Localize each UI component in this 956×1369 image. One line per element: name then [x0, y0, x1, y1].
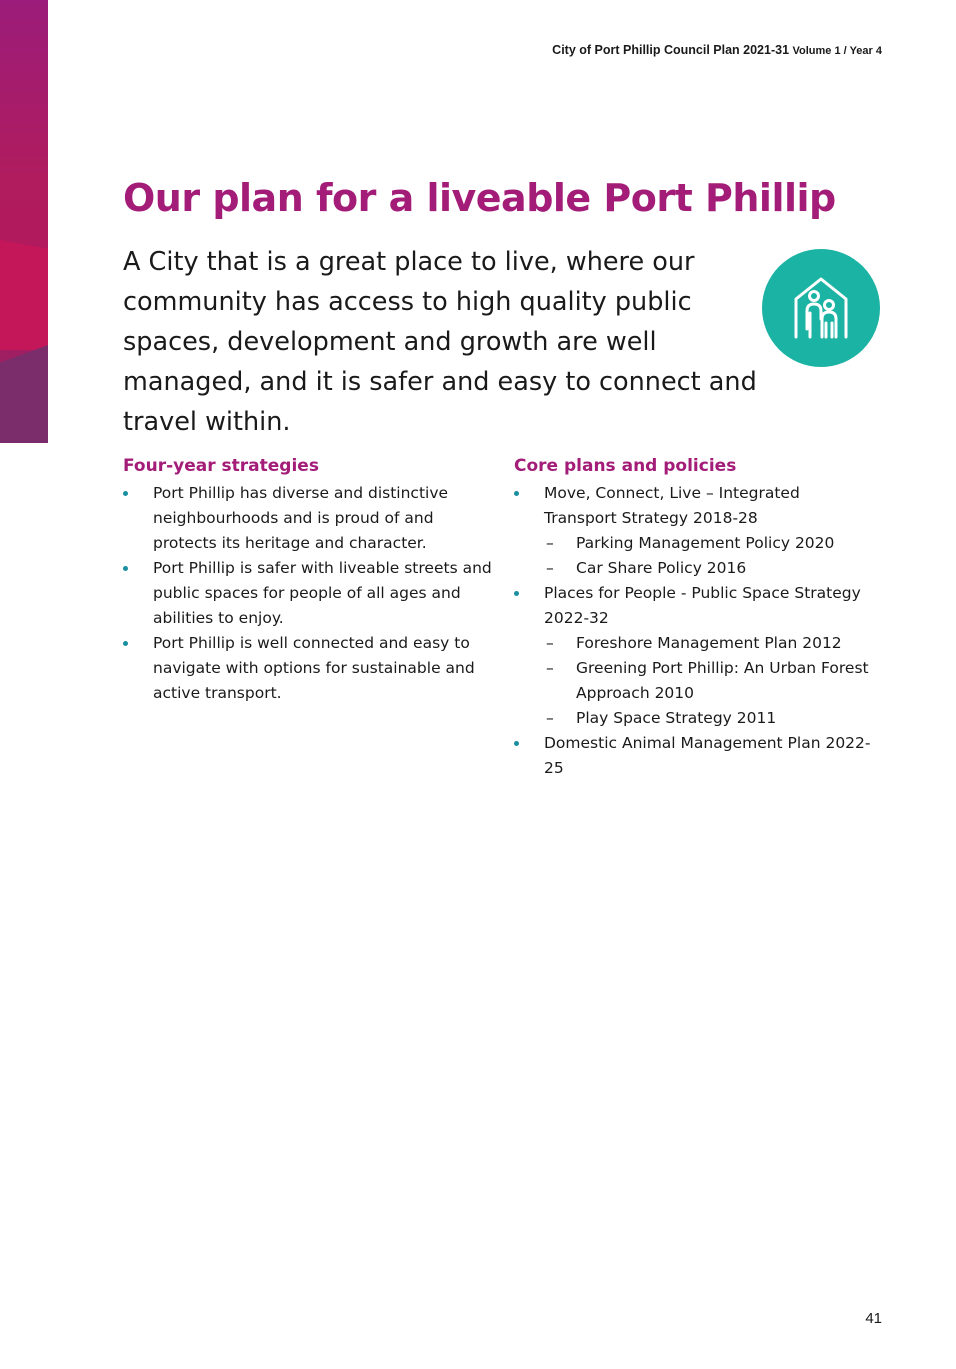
decorative-side-band: [0, 0, 48, 443]
four-year-strategies-section: [123, 455, 493, 706]
policy-sub-item: – Play Space Strategy 2011: [514, 706, 874, 731]
strategy-item: Port Phillip has diverse and distinctive neighbourhoods and is proud of and protects its heritage and character.: [123, 481, 493, 556]
policy-sub-item: – Greening Port Phillip: An Urban Forest Approach 2010: [514, 656, 874, 706]
policy-sub-item: – Parking Management Policy 2020: [514, 531, 874, 556]
strategies-list: [123, 481, 493, 706]
page-number: 41: [865, 1310, 882, 1327]
strategy-item: Port Phillip is well connected and easy to navigate with options for sustainable and active transport.: [123, 631, 493, 706]
house-with-people-icon: [762, 249, 880, 367]
page-title: Our plan for a liveable Port Phillip: [123, 176, 836, 220]
volume-label: Volume 1 / Year 4: [792, 45, 882, 57]
running-header: [552, 43, 882, 57]
intro-statement: A City that is a great place to live, where our community has access to high quality public spaces, development and growth are well managed, and it is safer and easy to connect and travel within.: [123, 247, 757, 437]
four-year-strategies-heading: Four-year strategies: [123, 456, 319, 476]
policy-sub-item: – Car Share Policy 2016: [514, 556, 874, 581]
document-title: City of Port Phillip Council Plan 2021-31: [552, 43, 790, 57]
strategy-item: Port Phillip is safer with liveable streets and public spaces for people of all ages and abilities to enjoy.: [123, 556, 493, 631]
side-band-wedge-magenta: [0, 240, 48, 350]
core-plans-section: [514, 455, 874, 781]
core-plans-heading: Core plans and policies: [514, 456, 737, 476]
house-people-glyph: [762, 249, 880, 367]
policy-item: Domestic Animal Management Plan 2022-25: [514, 731, 874, 781]
side-band-wedge-plum: [0, 345, 48, 443]
policy-sub-item: – Foreshore Management Plan 2012: [514, 631, 874, 656]
policies-list: [514, 481, 874, 781]
policy-item: Move, Connect, Live – Integrated Transport Strategy 2018-28: [514, 481, 874, 531]
policy-item: Places for People - Public Space Strategy 2022-32: [514, 581, 874, 631]
